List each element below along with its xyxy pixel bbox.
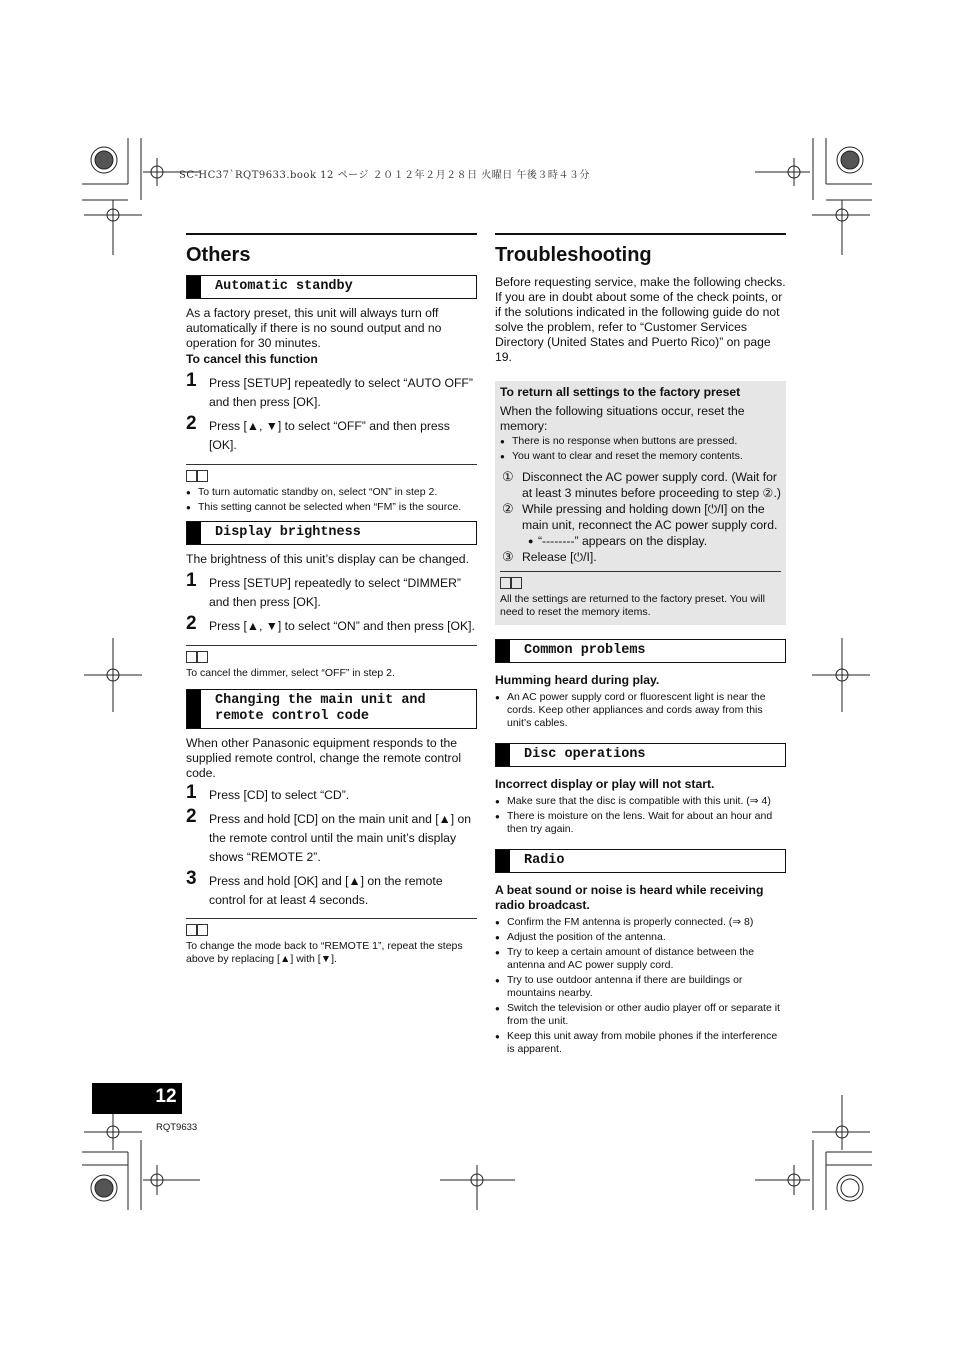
step: 1 Press [SETUP] repeatedly to select “DIMMER” and then press [OK]. bbox=[186, 570, 461, 609]
remote-code-steps bbox=[186, 782, 477, 910]
reset-step: ③ Release [⏻/I]. bbox=[502, 549, 597, 564]
heading-automatic-standby: Automatic standby bbox=[186, 275, 477, 299]
heading-remote-code: Changing the main unit and remote control code bbox=[186, 689, 477, 729]
troubleshooting-column bbox=[495, 233, 786, 1058]
factory-preset-box: To return all settings to the factory preset When the following situations occur, reset the memory: ● There is no response when buttons are pressed. ● You want to clear and reset the memory contents. ① Disconnect the AC power supply cord. (Wait for at least 3 minutes before proceeding to step ②.) ② While pressing and holding down [⏻/I] on the main unit, reconnect the AC power supply cord. ● “--------” appears on the display. ③ Release [⏻/I]. All the settings are returned to the factory preset. You will need to reset the memory items. bbox=[495, 381, 786, 625]
others-column bbox=[186, 233, 477, 966]
reset-step: ② While pressing and holding down [⏻/I] on the main unit, reconnect the AC power supply cord. bbox=[502, 501, 778, 532]
print-header: SC-HC37`RQT9633.book 12 ページ ２０１２年２月２８日 火曜日 午後３時４３分 bbox=[179, 170, 590, 181]
factory-note: All the settings are returned to the factory preset. You will need to reset the memory items. bbox=[500, 571, 781, 619]
book-icon bbox=[186, 924, 208, 936]
page-number: 12 bbox=[155, 1086, 177, 1107]
heading-disc-operations: Disc operations bbox=[495, 743, 786, 767]
book-icon bbox=[500, 577, 522, 589]
section-title-others: Others bbox=[186, 244, 251, 266]
section-title-troubleshooting: Troubleshooting bbox=[495, 244, 652, 266]
remote-code-intro: When other Panasonic equipment responds to the supplied remote control, change the remote control code. bbox=[186, 736, 462, 780]
brightness-note: To cancel the dimmer, select “OFF” in step 2. bbox=[186, 645, 477, 680]
remote-code-note: To change the mode back to “REMOTE 1”, repeat the steps above by replacing [▲] with [▼]. bbox=[186, 918, 477, 966]
book-icon bbox=[186, 470, 208, 482]
auto-standby-subhead: To cancel this function bbox=[186, 352, 318, 366]
book-icon bbox=[186, 651, 208, 663]
brightness-intro: The brightness of this unit’s display can be changed. bbox=[186, 552, 469, 566]
reset-step: ① Disconnect the AC power supply cord. (Wait for at least 3 minutes before proceeding to step ②.) bbox=[502, 469, 781, 500]
disc-problem: Incorrect display or play will not start. bbox=[495, 777, 715, 791]
model-code: RQT9633 bbox=[156, 1122, 198, 1133]
disc-bullet: ● There is moisture on the lens. Wait for about an hour and then try again. bbox=[495, 810, 786, 836]
auto-standby-notes: ● To turn automatic standby on, select “ON” in step 2. ● This setting cannot be selected when “FM” is the source. bbox=[186, 464, 477, 514]
radio-bullets: ● Confirm the FM antenna is properly connected. (⇒ 8) ● Adjust the position of the antenna. ● Try to keep a certain amount of distance between the antenna and AC power supply cord. ● Try to use outdoor antenna if there are buildings or mountains nearby. ● Switch the television or other audio player off or separate it from the unit. ● Keep this unit away from mobile phones if the interference is apparent. bbox=[495, 916, 786, 1056]
step: 2 Press and hold [CD] on the main unit and [▲] on the remote control until the main unit’s display shows “REMOTE 2”. bbox=[186, 806, 472, 864]
troubleshooting-intro: Before requesting service, make the following checks. If you are in doubt about some of the check points, or if the solutions indicated in the following guide do not solve the problem, refer to “Customer Services Directory (United States and Puerto Rico)” on page 19. bbox=[495, 275, 786, 364]
heading-display-brightness: Display brightness bbox=[186, 521, 477, 545]
step: 1 Press [CD] to select “CD”. bbox=[186, 782, 350, 803]
auto-standby-intro: As a factory preset, this unit will always turn off automatically if there is no sound output and no operation for 30 minutes. bbox=[186, 306, 442, 350]
heading-common-problems: Common problems bbox=[495, 639, 786, 663]
common-problem: Humming heard during play. bbox=[495, 673, 660, 687]
reset-sub-bullet: ● “--------” appears on the display. bbox=[528, 534, 708, 548]
disc-bullet: ● Make sure that the disc is compatible with this unit. (⇒ 4) bbox=[495, 795, 786, 808]
radio-problem: A beat sound or noise is heard while receiving radio broadcast. bbox=[495, 883, 764, 912]
auto-standby-steps bbox=[186, 370, 477, 455]
step: 3 Press and hold [OK] and [▲] on the remote control for at least 4 seconds. bbox=[186, 868, 443, 907]
heading-radio: Radio bbox=[495, 849, 786, 873]
step: 2 Press [▲, ▼] to select “ON” and then press [OK]. bbox=[186, 613, 475, 634]
brightness-steps bbox=[186, 570, 477, 636]
common-bullet: ● An AC power supply cord or fluorescent light is near the cords. Keep other appliances and cords away from this unit’s cables. bbox=[495, 691, 786, 730]
step: 1 Press [SETUP] repeatedly to select “AUTO OFF” and then press [OK]. bbox=[186, 370, 473, 409]
step: 2 Press [▲, ▼] to select “OFF” and then press [OK]. bbox=[186, 413, 450, 452]
